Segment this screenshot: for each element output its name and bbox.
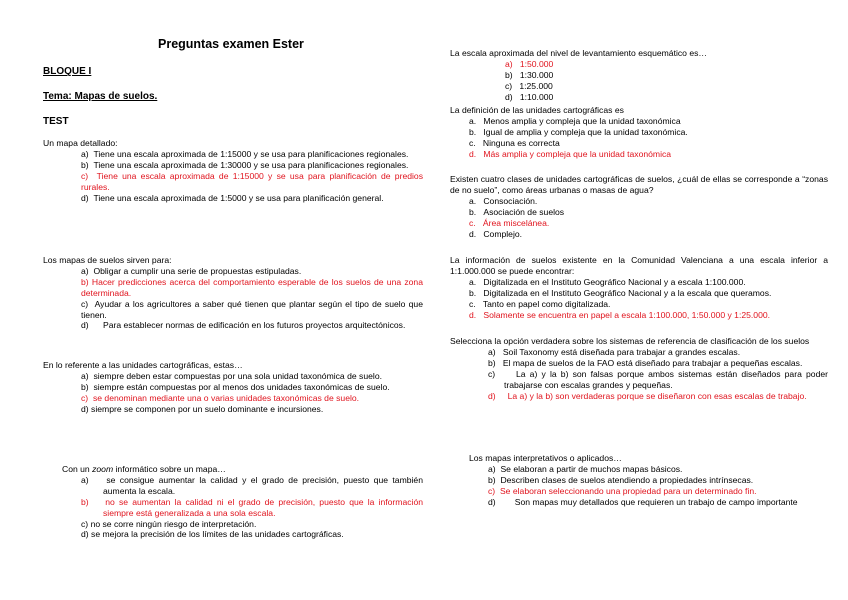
- answer-option: d) Para establecer normas de edificación en los futuros proyectos arquitectónicos.: [81, 320, 406, 331]
- answer-option-correct: c. Área miscelánea.: [469, 217, 550, 228]
- answer-option-correct: c) se denominan mediante una o varias unidades taxonómicas de suelo.: [81, 392, 360, 403]
- answer-option: a. Consociación.: [469, 195, 538, 206]
- topic-heading: Tema: Mapas de suelos.: [43, 91, 158, 102]
- answer-option-correct: c) Tiene una escala aproximada de 1:15000 y se usa para planificación de predios rurales.: [81, 170, 423, 192]
- answer-option: b. Asociación de suelos: [469, 206, 565, 217]
- answer-option: d) se mejora la precisión de los límites de las unidades cartográficas.: [81, 529, 344, 540]
- question-block: [43, 255, 423, 331]
- answer-option: a) se consigue aumentar la calidad y el grado de precisión, puesto que también aumenta la escala.: [81, 474, 423, 496]
- question-block: [43, 464, 423, 540]
- answer-option: b) El mapa de suelos de la FAO está diseñado para trabajar a pequeñas escalas.: [488, 357, 803, 368]
- answer-option-correct: b) no se aumentan la calidad ni el grado de precisión, puesto que la información siempre está generalizada a una sola escala.: [81, 496, 423, 518]
- answer-option: a. Menos amplia y compleja que la unidad taxonómica: [469, 115, 681, 126]
- block-heading: BLOQUE I: [43, 66, 92, 77]
- question-block: [450, 174, 828, 239]
- question-block: [450, 336, 828, 401]
- answer-option: c) La a) y la b) son falsas porque ambos sistemas están diseñados para poder trabajarse con escalas grandes y pequeñas.: [488, 368, 828, 390]
- answer-option: a) Obligar a cumplir una serie de propuestas estipuladas.: [81, 265, 302, 276]
- answer-option: d. Complejo.: [469, 228, 523, 239]
- answer-option-correct: c) Se elaboran seleccionando una propiedad para un determinado fin.: [488, 485, 757, 496]
- answer-option: b. Digitalizada en el Instituto Geográfico Nacional y a la escala que queramos.: [469, 287, 772, 298]
- question-text: Selecciona la opción verdadera sobre los sistemas de referencia de clasificación de los suelos: [450, 336, 810, 346]
- question-block: [450, 105, 828, 160]
- test-heading: TEST: [43, 116, 69, 127]
- question-block: [450, 255, 828, 320]
- answer-option: d) siempre se componen por un suelo dominante e incursiones.: [81, 403, 324, 414]
- answer-option: d) Tiene una escala aproximada de 1:5000 y se usa para planificación general.: [81, 192, 384, 203]
- question-block: [43, 138, 423, 203]
- answer-option: c) 1:25.000: [505, 80, 553, 91]
- question-text: Existen cuatro clases de unidades cartográficas de suelos, ¿cuál de ellas se corresponde a “zonas de no suelo”, como áreas urbanas o masas de agua?: [450, 174, 828, 195]
- answer-option: d) 1:10.000: [505, 91, 554, 102]
- document-title: Preguntas examen Ester: [158, 37, 304, 51]
- question-text: Con un zoom informático sobre un mapa…: [62, 464, 226, 474]
- answer-option: c. Ninguna es correcta: [469, 137, 560, 148]
- answer-option: b. Igual de amplia y compleja que la unidad taxonómica.: [469, 126, 688, 137]
- question-text: Un mapa detallado:: [43, 138, 118, 148]
- answer-option: a) siempre deben estar compuestas por una sola unidad taxonómica de suelo.: [81, 370, 382, 381]
- answer-option: b) Describen clases de suelos atendiendo a propiedades intrínsecas.: [488, 474, 754, 485]
- answer-option-correct: d) La a) y la b) son verdaderas porque se diseñaron con esas escalas de trabajo.: [488, 390, 807, 401]
- question-text: En lo referente a las unidades cartográficas, estas…: [43, 360, 243, 370]
- answer-option: b) Tiene una escala aproximada de 1:30000 y se usa para planificaciones regionales.: [81, 159, 409, 170]
- answer-option: d) Son mapas muy detallados que requieren un trabajo de campo importante: [488, 496, 798, 507]
- answer-option: a. Digitalizada en el Instituto Geográfico Nacional y a escala 1:100.000.: [469, 276, 746, 287]
- question-text: La escala aproximada del nivel de levantamiento esquemático es…: [450, 48, 708, 58]
- question-text: La información de suelos existente en la Comunidad Valenciana a una escala inferior a 1:1.000.000 se puede encontrar:: [450, 255, 828, 276]
- question-block: [450, 453, 828, 508]
- answer-option: c. Tanto en papel como digitalizada.: [469, 298, 611, 309]
- question-block: [450, 48, 828, 103]
- answer-option-correct: b) Hacer predicciones acerca del comportamiento esperable de los suelos de una zona determinada.: [81, 276, 423, 298]
- question-text: La definición de las unidades cartográficas es: [450, 105, 624, 115]
- question-block: [43, 360, 423, 415]
- answer-option: c) Ayudar a los agricultores a saber qué tienen que plantar según el tipo de suelo que tienen.: [81, 298, 423, 320]
- question-text: Los mapas interpretativos o aplicados…: [469, 453, 622, 463]
- answer-option: b) siempre están compuestas por al menos dos unidades taxonómicas de suelo.: [81, 381, 390, 392]
- answer-option: a) Se elaboran a partir de muchos mapas básicos.: [488, 463, 683, 474]
- answer-option-correct: a) 1:50.000: [505, 58, 554, 69]
- answer-option: a) Soil Taxonomy está diseñada para trabajar a grandes escalas.: [488, 346, 741, 357]
- answer-option-correct: d. Solamente se encuentra en papel a escala 1:100.000, 1:50.000 y 1:25.000.: [469, 309, 771, 320]
- answer-option: b) 1:30.000: [505, 69, 554, 80]
- answer-option-correct: d. Más amplia y compleja que la unidad taxonómica: [469, 148, 672, 159]
- question-text: Los mapas de suelos sirven para:: [43, 255, 172, 265]
- answer-option: a) Tiene una escala aproximada de 1:15000 y se usa para planificaciones regionales.: [81, 148, 409, 159]
- answer-option: c) no se corre ningún riesgo de interpretación.: [81, 518, 257, 529]
